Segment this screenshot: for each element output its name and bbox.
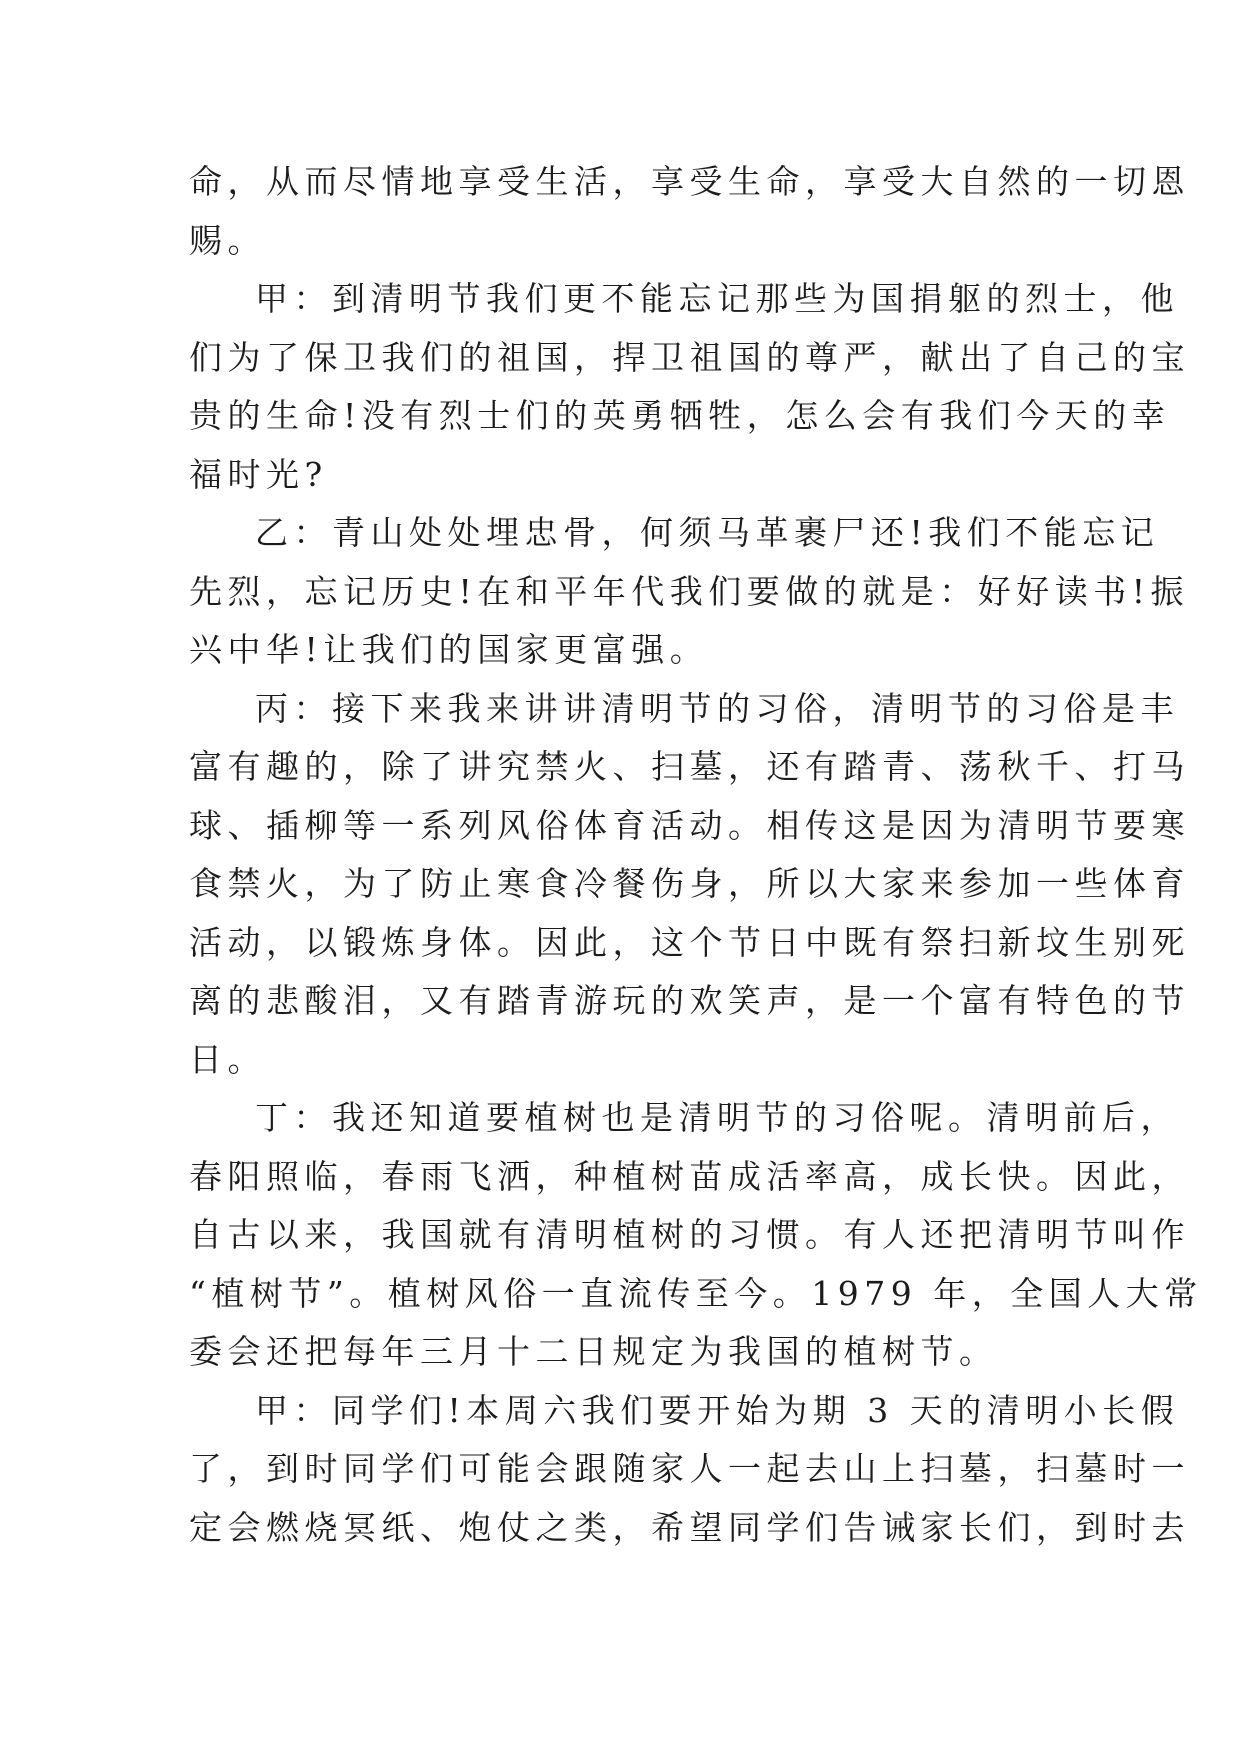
document-body <box>189 153 1203 1557</box>
text-line: “植树节”。植树风俗一直流传至今。1979 年，全国人大常 <box>189 1273 1203 1313</box>
paragraph-continuation <box>189 153 1190 270</box>
text-line: 自古以来，我国就有清明植树的习惯。有人还把清明节叫作 <box>189 1215 1190 1254</box>
text-line: 贵的生命!没有烈士们的英勇牺牲，怎么会有我们今天的幸 <box>189 396 1171 435</box>
text-line: 离的悲酸泪，又有踏青游玩的欢笑声，是一个富有特色的节 <box>189 981 1190 1020</box>
paragraph-yi <box>189 504 1190 680</box>
text-line: 春阳照临，春雨飞洒，种植树苗成活率高，成长快。因此， <box>189 1156 1190 1196</box>
paragraph-jia-2 <box>189 1382 1190 1558</box>
text-line: 委会还把每年三月十二日规定为我国的植树节。 <box>189 1332 998 1371</box>
paragraph-jia-1 <box>189 270 1190 504</box>
text-line: 活动，以锻炼身体。因此，这个节日中既有祭扫新坟生别死 <box>189 922 1190 962</box>
text-line: 福时光? <box>189 454 328 494</box>
text-line: 们为了保卫我们的祖国，捍卫祖国的尊严，献出了自己的宝 <box>189 337 1190 377</box>
text-line: 定会燃烧冥纸、炮仗之类，希望同学们告诫家长们，到时去 <box>189 1507 1190 1547</box>
text-line: 日。 <box>189 1039 266 1079</box>
text-line: 赐。 <box>189 220 266 260</box>
text-line: 兴中华!让我们的国家更富强。 <box>189 630 709 669</box>
text-line: 了，到时同学们可能会跟随家人一起去山上扫墓，扫墓时一 <box>189 1449 1190 1488</box>
text-line: 食禁火，为了防止寒食冷餐伤身，所以大家来参加一些体育 <box>189 864 1190 903</box>
text-line: 丁：我还知道要植树也是清明节的习俗呢。清明前后， <box>255 1098 1179 1137</box>
text-line: 丙：接下来我来讲讲清明节的习俗，清明节的习俗是丰 <box>255 688 1179 728</box>
text-line: 乙：青山处处埋忠骨，何须马革裹尸还!我们不能忘记 <box>255 513 1160 552</box>
text-line: 富有趣的，除了讲究禁火、扫墓，还有踏青、荡秋千、打马 <box>189 747 1190 786</box>
text-line: 甲：到清明节我们更不能忘记那些为国捐躯的烈士，他 <box>255 279 1179 318</box>
text-line: 甲：同学们!本周六我们要开始为期 3 天的清明小长假 <box>255 1390 1180 1430</box>
text-line: 命，从而尽情地享受生活，享受生命，享受大自然的一切恩 <box>189 162 1190 201</box>
paragraph-bing <box>189 680 1190 1090</box>
paragraph-ding <box>189 1089 1203 1382</box>
text-line: 先烈，忘记历史!在和平年代我们要做的就是：好好读书!振 <box>189 571 1190 611</box>
text-line: 球、插柳等一系列风俗体育活动。相传这是因为清明节要寒 <box>189 805 1190 845</box>
